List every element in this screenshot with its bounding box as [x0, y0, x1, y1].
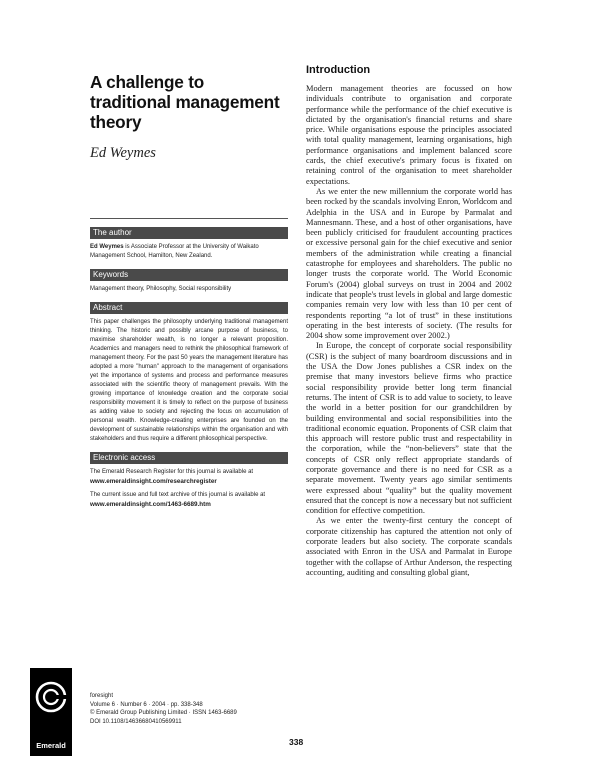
keywords-box	[90, 269, 288, 294]
right-column	[306, 64, 512, 578]
section-heading: Introduction	[306, 64, 371, 76]
volume-line: Volume 6 · Number 6 · 2004 · pp. 338-348	[90, 701, 203, 708]
doi-line: DOI 10.1108/14636680410569911	[90, 718, 182, 725]
abstract-box-label: Abstract	[90, 302, 288, 314]
author-bio	[90, 243, 288, 261]
publication-info	[90, 692, 290, 726]
research-register-link[interactable]: www.emeraldinsight.com/researchregister	[90, 478, 217, 485]
article-title: A challenge to traditional management theory	[90, 72, 280, 132]
author-bio-text: is Associate Professor at the University of Waikato Management School, Hamilton, New Zealand.	[90, 244, 259, 259]
author-bio-name: Ed Weymes	[90, 244, 124, 250]
access-text-2-body: The current issue and full text archive of this journal is available at	[90, 492, 266, 498]
journal-archive-link[interactable]: www.emeraldinsight.com/1463-6689.htm	[90, 501, 211, 508]
abstract-text: This paper challenges the philosophy underlying traditional management thinking. The historic and possibly arcane purpose of business, to maximise shareholder wealth, is no longer a relevant proposition. Academics and managers need to rethink the philosophical framework of management theory. For the past 50 years the management literature has adopted a more "human" approach to the management of organisations yet the importance of systems and process and performance measures associated with the scientific theory of management prevails. With the growing importance of knowledge creation and the corporate social responsibility movement it is timely to reflect on the purpose of business as adding value to society and rejecting the focus on accumulation of personal wealth. Knowledge-creating enterprises are founded on the development of sustainable relationships within the organisation and with stakeholders and thus require a different philosophical perspective.	[90, 319, 288, 442]
emerald-logo-icon	[30, 668, 72, 756]
paragraph: As we enter the new millennium the corporate world has been rocked by the scandals involving Enron, Worldcom and Adelphia in the USA and in Europe by Parmalat and Mannesmann. These, and a host of other organisations, have been publicly criticised for fraudulent accounting practices or excessive personal gain for the chief executive and senior members of the administration while creating a financial catastrophe for employees and shareholders. The public no longer trusts the corporate world. The World Economic Forum's (2004) global surveys on trust in 2004 and 2002 indicate that people's trust levels in global and large domestic companies remain very low with less than 10 per cent of respondents reporting “a lot of trust” in these institutions operating in the best interests of society. (The results for 2004 show some improvement over 2002.)	[306, 186, 512, 341]
divider	[90, 218, 288, 219]
author-info-box	[90, 227, 288, 261]
paragraph: In Europe, the concept of corporate social responsibility (CSR) is the subject of many boardroom discussions and in the USA the Dow Jones publishes a CSR index on the premise that many investors believe firms who practice social responsibility provide better long term financial returns. The intent of CSR is to add value to society, to leave the world in a better position for our grandchildren by building environmental and social responsibilities into the traditional economic equation. Proponents of CSR claim that this approach will restore public trust and respectability in the corporation, while the “non-believers” state that the concepts of CSR only reflect appropriate standards of corporate governance and there is no need for CSR as a separate movement. Twenty years ago similar sentiments were expressed about “quality” but the quality movement ensured that the concept is now a necessary but not sufficient condition for effective competition.	[306, 341, 512, 516]
paragraph: Modern management theories are focussed on how individuals contribute to organisation and corporate performance while the performance of the chief executive is dictated by the organisation's financial returns and share price. While organisations espouse the principles associated with total quality management, learning organisations, high performance organisations and implement balanced score cards, the chief executive's primary focus is fixated on retaining control of the organisation to meet shareholder expectations.	[306, 84, 512, 186]
body-text	[306, 84, 512, 578]
copyright-line: © Emerald Group Publishing Limited · ISSN 1463-6689	[90, 710, 237, 717]
left-column	[90, 72, 288, 510]
journal-name: foresight	[90, 693, 114, 699]
paragraph: As we enter the twenty-first century the concept of corporate citizenship has captured the attention not only of corporate leaders but also society. The corporate scandals associated with Enron in the USA and Parmalat in Europe together with the collapse of Arthur Anderson, the respecting accounting, auditing and consulting global giant,	[306, 516, 512, 577]
access-box-label: Electronic access	[90, 452, 288, 464]
electronic-access-box	[90, 452, 288, 510]
abstract-box	[90, 302, 288, 444]
keywords-text: Management theory, Philosophy, Social responsibility	[90, 286, 232, 292]
emerald-logo-text: Emerald	[36, 741, 66, 750]
page-number: 338	[289, 737, 304, 747]
article-author: Ed Weymes	[90, 145, 156, 161]
access-text-1	[90, 468, 288, 487]
access-text-1-body: The Emerald Research Register for this journal is available at	[90, 469, 254, 475]
access-text-2	[90, 491, 288, 510]
author-box-label: The author	[90, 227, 288, 239]
keywords-box-label: Keywords	[90, 269, 288, 281]
